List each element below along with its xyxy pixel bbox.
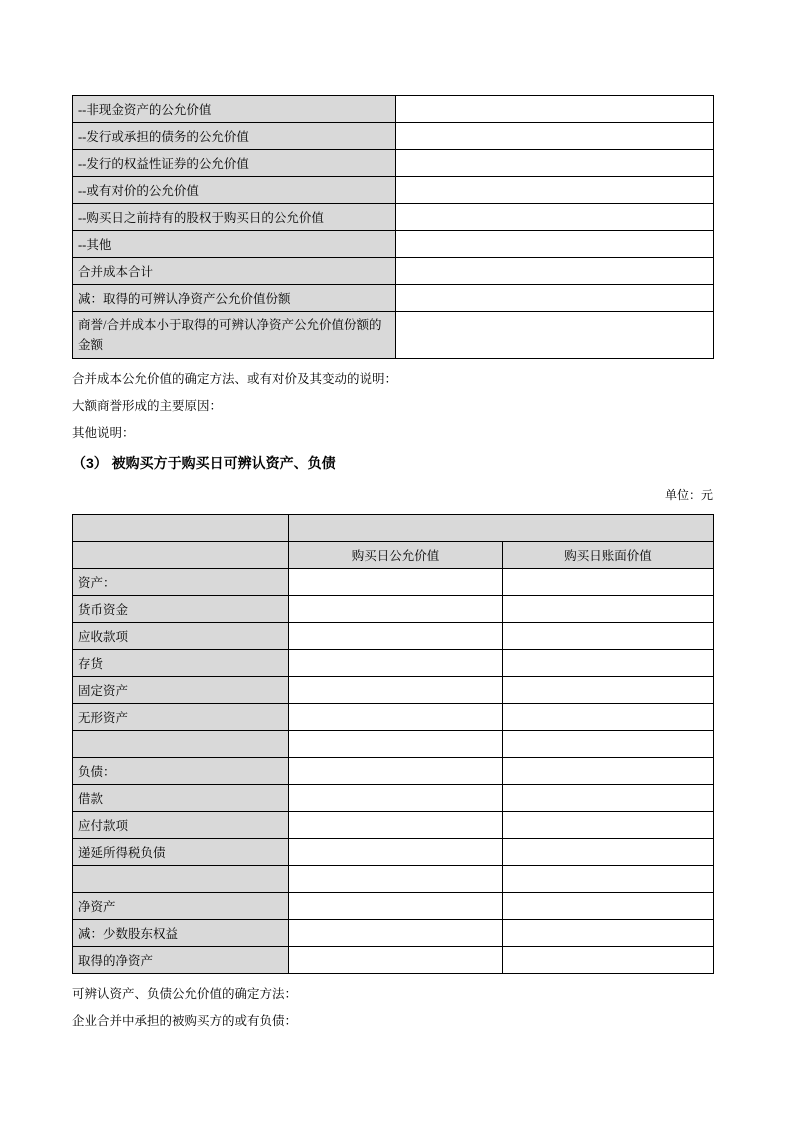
- row-label: --或有对价的公允价值: [73, 177, 396, 204]
- table-row: [73, 677, 714, 704]
- row-value-cell: [396, 285, 714, 312]
- table-row: [73, 650, 714, 677]
- table-row: [73, 785, 714, 812]
- row-label: 资产：: [73, 569, 289, 596]
- row-label: 减：少数股东权益: [73, 920, 289, 947]
- row-value-cell: [396, 258, 714, 285]
- note-line: 可辨认资产、负债公允价值的确定方法：: [72, 987, 298, 1001]
- row-label: 净资产: [73, 893, 289, 920]
- table-row: [73, 150, 714, 177]
- book-value-cell: [503, 704, 714, 731]
- note-line: 其他说明：: [72, 426, 135, 440]
- notes-after-assets-table: [72, 981, 713, 1035]
- fair-value-cell: [289, 866, 503, 893]
- table-row: [73, 312, 714, 359]
- table-row: [73, 839, 714, 866]
- row-label: --购买日之前持有的股权于购买日的公允价值: [73, 204, 396, 231]
- unit-label: 单位：元: [664, 488, 713, 502]
- row-value-cell: [396, 312, 714, 359]
- book-value-cell: [503, 947, 714, 974]
- table-row: [73, 258, 714, 285]
- row-label: 无形资产: [73, 704, 289, 731]
- fair-value-cell: [289, 812, 503, 839]
- table-row: [73, 758, 714, 785]
- section-heading: （3） 被购买方于购买日可辨认资产、负债: [72, 455, 336, 471]
- row-label: [73, 731, 289, 758]
- merge-cost-table: [72, 95, 714, 359]
- row-label: 固定资产: [73, 677, 289, 704]
- row-label: 减：取得的可辨认净资产公允价值份额: [73, 285, 396, 312]
- row-label: 存货: [73, 650, 289, 677]
- fair-value-cell: [289, 569, 503, 596]
- book-value-cell: [503, 758, 714, 785]
- table-row: [73, 947, 714, 974]
- row-label: 货币资金: [73, 596, 289, 623]
- fair-value-cell: [289, 731, 503, 758]
- row-label: 借款: [73, 785, 289, 812]
- fair-value-cell: [289, 947, 503, 974]
- fair-value-cell: [289, 785, 503, 812]
- book-value-cell: [503, 812, 714, 839]
- table-row: [73, 204, 714, 231]
- table-row: [73, 596, 714, 623]
- row-label: --其他: [73, 231, 396, 258]
- fair-value-cell: [289, 596, 503, 623]
- row-label: 应付款项: [73, 812, 289, 839]
- fair-value-cell: [289, 704, 503, 731]
- table-row: [73, 920, 714, 947]
- fair-value-cell: [289, 677, 503, 704]
- header-blank-cell: [73, 542, 289, 569]
- column-header-fair-value: 购买日公允价值: [289, 542, 503, 569]
- row-label: 合并成本合计: [73, 258, 396, 285]
- row-label: 取得的净资产: [73, 947, 289, 974]
- book-value-cell: [503, 839, 714, 866]
- table-row: [73, 231, 714, 258]
- row-label: [73, 866, 289, 893]
- fair-value-cell: [289, 839, 503, 866]
- row-value-cell: [396, 150, 714, 177]
- note-line: 企业合并中承担的被购买方的或有负债：: [72, 1014, 298, 1028]
- row-value-cell: [396, 204, 714, 231]
- book-value-cell: [503, 677, 714, 704]
- row-label: 应收款项: [73, 623, 289, 650]
- fair-value-cell: [289, 920, 503, 947]
- row-value-cell: [396, 177, 714, 204]
- book-value-cell: [503, 866, 714, 893]
- row-value-cell: [396, 123, 714, 150]
- fair-value-cell: [289, 650, 503, 677]
- header-merged-cell: [289, 515, 714, 542]
- row-label: --发行或承担的债务的公允价值: [73, 123, 396, 150]
- book-value-cell: [503, 569, 714, 596]
- book-value-cell: [503, 785, 714, 812]
- fair-value-cell: [289, 758, 503, 785]
- row-label: 负债：: [73, 758, 289, 785]
- document-content: [72, 0, 713, 1035]
- table-row: [73, 177, 714, 204]
- note-line: 大额商誉形成的主要原因：: [72, 399, 223, 413]
- header-blank-cell: [73, 515, 289, 542]
- table-row: [73, 731, 714, 758]
- table-row: [73, 123, 714, 150]
- table-row: [73, 623, 714, 650]
- book-value-cell: [503, 893, 714, 920]
- row-value-cell: [396, 231, 714, 258]
- table-row: [73, 285, 714, 312]
- row-label: --发行的权益性证券的公允价值: [73, 150, 396, 177]
- table-row: [73, 704, 714, 731]
- table-row: [73, 812, 714, 839]
- row-label: 商誉/合并成本小于取得的可辨认净资产公允价值份额的金额: [73, 312, 396, 359]
- notes-after-merge-cost-table: [72, 366, 713, 447]
- book-value-cell: [503, 596, 714, 623]
- row-label: 递延所得税负债: [73, 839, 289, 866]
- table-header-row: [73, 542, 714, 569]
- note-line: 合并成本公允价值的确定方法、或有对价及其变动的说明：: [72, 372, 398, 386]
- book-value-cell: [503, 920, 714, 947]
- book-value-cell: [503, 731, 714, 758]
- row-value-cell: [396, 96, 714, 123]
- fair-value-cell: [289, 623, 503, 650]
- table-header-row: [73, 515, 714, 542]
- table-row: [73, 866, 714, 893]
- book-value-cell: [503, 650, 714, 677]
- table-row: [73, 569, 714, 596]
- book-value-cell: [503, 623, 714, 650]
- table-row: [73, 893, 714, 920]
- table-row: [73, 96, 714, 123]
- identifiable-assets-liabilities-table: [72, 514, 714, 974]
- fair-value-cell: [289, 893, 503, 920]
- column-header-book-value: 购买日账面价值: [503, 542, 714, 569]
- row-label: --非现金资产的公允价值: [73, 96, 396, 123]
